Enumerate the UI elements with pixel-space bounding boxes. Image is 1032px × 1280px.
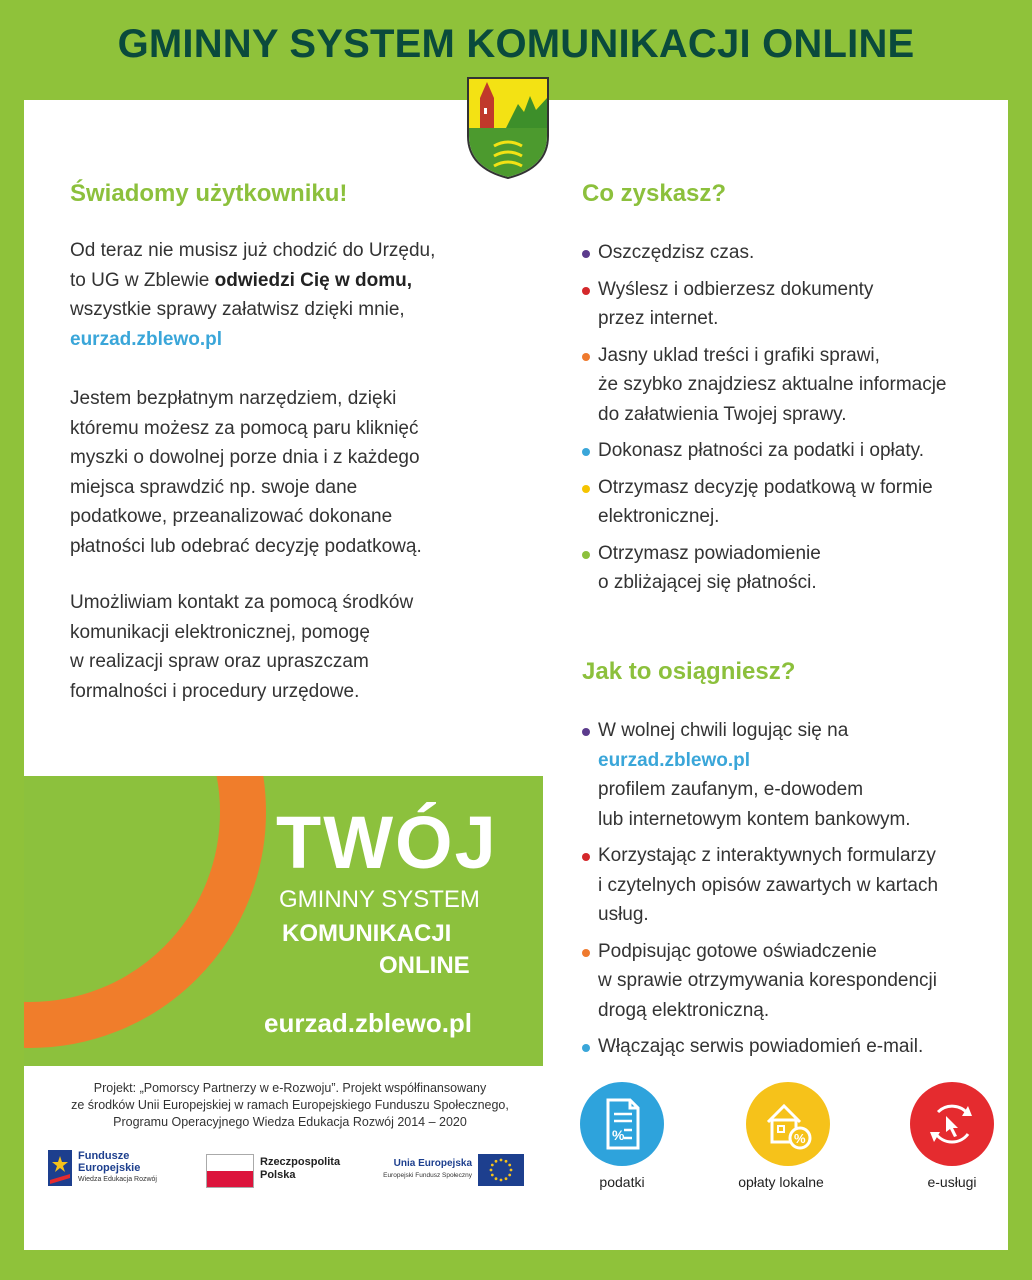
paragraph-line: podatkowe, przeanalizować dokonane (70, 506, 393, 527)
list-line: że szybko znajdziesz aktualne informacje (598, 374, 947, 395)
coat-of-arms-icon (466, 76, 550, 180)
intro-paragraph (70, 236, 435, 354)
rp-line: Rzeczpospolita (260, 1156, 341, 1168)
list-item (580, 937, 1000, 1026)
service-label: podatki (599, 1174, 645, 1190)
page-title: GMINNY SYSTEM KOMUNIKACJI ONLINE (117, 22, 915, 66)
paragraph-line: płatności lub odebrać decyzję podatkową. (70, 535, 422, 557)
rp-logo-text (260, 1156, 340, 1182)
bullet-dot (582, 353, 590, 361)
rp-line: Polska (260, 1169, 296, 1181)
promo-banner (24, 776, 543, 1066)
list-line: Otrzymasz decyzję podatkową w formie (598, 476, 933, 498)
eurzad-link[interactable]: eurzad.zblewo.pl (598, 749, 751, 771)
list-item (580, 238, 1000, 268)
ue-title: Unia Europejska (393, 1158, 472, 1169)
intro-line (70, 266, 435, 296)
brand-text: TWÓJ (276, 801, 498, 884)
polish-flag-icon (206, 1154, 254, 1188)
list-line: w sprawie otrzymywania korespondencji (598, 970, 937, 991)
paragraph-line: myszki o dowolnej porze dnia i z każdego (70, 447, 420, 468)
project-info (40, 1080, 540, 1131)
list-line: Włączając serwis powiadomień e-mail. (598, 1036, 924, 1057)
how-list (580, 716, 1000, 1069)
fe-logo-text (78, 1150, 157, 1186)
bullet-dot (582, 551, 590, 559)
gains-list (580, 238, 1000, 605)
e-services-button[interactable] (910, 1082, 994, 1166)
paragraph-line: Umożliwiam kontakt za pomocą środków (70, 592, 414, 613)
fe-subtitle: Wiedza Edukacja Rozwój (78, 1176, 157, 1183)
intro-text: to UG w Zblewie (70, 269, 215, 291)
list-line: Otrzymasz powiadomienie (598, 542, 821, 564)
fe-title: Fundusze (78, 1150, 130, 1162)
list-line: profilem zaufanym, e-dowodem (598, 779, 864, 800)
list-line: Podpisując gotowe oświadczenie (598, 940, 877, 962)
promo-url-link[interactable]: eurzad.zblewo.pl (264, 1008, 473, 1038)
local-fees-service-button[interactable] (746, 1082, 830, 1166)
paragraph-line: miejsca sprawdzić np. swoje dane (70, 476, 358, 498)
project-line: ze środków Unii Europejskiej w ramach Europejskiego Funduszu Społecznego, (71, 1098, 509, 1112)
promo-line: ONLINE (379, 952, 470, 979)
list-item (580, 1032, 1000, 1062)
list-line: przez internet. (598, 308, 719, 329)
brand-logo (276, 800, 498, 885)
paragraph-line: któremu możesz za pomocą paru kliknięć (70, 417, 419, 439)
promo-line: KOMUNIKACJI (282, 920, 452, 947)
svg-text:%: % (612, 1127, 625, 1143)
list-line: Korzystając z interaktywnych formularzy (598, 845, 936, 866)
bullet-dot (582, 949, 590, 957)
bullet-dot (582, 853, 590, 861)
intro-line: Od teraz nie musisz już chodzić do Urzędu, (70, 240, 436, 261)
cursor-cycle-icon (910, 1082, 994, 1166)
bullet-dot (582, 287, 590, 295)
gains-heading: Co zyskasz? (582, 180, 727, 207)
list-item (580, 436, 1000, 466)
eu-flag-icon (478, 1154, 524, 1186)
paragraph-line: Jestem bezpłatnym narzędziem, dzięki (70, 388, 397, 409)
document-icon (580, 1082, 664, 1166)
list-line: Oszczędzisz czas. (598, 242, 755, 263)
paragraph-line: formalności i procedury urzędowe. (70, 680, 360, 702)
fe-title: Europejskie (78, 1162, 141, 1174)
tool-paragraph (70, 384, 422, 561)
promo-line: GMINNY SYSTEM (279, 886, 480, 913)
service-label: e-usługi (927, 1174, 977, 1190)
list-item (580, 341, 1000, 430)
ue-subtitle: Europejski Fundusz Społeczny (383, 1172, 472, 1179)
list-line: W wolnej chwili logując się na (598, 720, 849, 741)
bullet-dot (582, 250, 590, 258)
ue-logo-text (370, 1158, 472, 1182)
paragraph-line: w realizacji spraw oraz upraszczam (70, 651, 369, 672)
intro-line: wszystkie sprawy załatwisz dzięki mnie, (70, 299, 405, 320)
intro-emphasis: odwiedzi Cię w domu, (214, 269, 413, 291)
house-percent-icon (746, 1082, 830, 1166)
fe-star-icon (48, 1150, 72, 1186)
list-line: o zbliżającej się płatności. (598, 572, 817, 593)
bullet-dot (582, 728, 590, 736)
list-line: Jasny uklad treści i grafiki sprawi, (598, 344, 880, 366)
list-line: lub internetowym kontem bankowym. (598, 808, 911, 830)
list-line: elektronicznej. (598, 506, 720, 527)
paragraph-line: komunikacji elektronicznej, pomogę (70, 621, 370, 643)
orange-ring-decoration (24, 776, 266, 1048)
eurzad-link[interactable]: eurzad.zblewo.pl (70, 328, 223, 350)
list-line: do załatwienia Twojej sprawy. (598, 403, 847, 425)
list-item (580, 275, 1000, 334)
welcome-heading: Świadomy użytkowniku! (70, 180, 348, 207)
bullet-dot (582, 485, 590, 493)
how-heading: Jak to osiągniesz? (582, 658, 796, 685)
svg-text:%: % (794, 1131, 806, 1146)
list-line: i czytelnych opisów zawartych w kartach (598, 874, 939, 896)
list-line: usług. (598, 904, 649, 925)
service-label: opłaty lokalne (738, 1174, 824, 1190)
list-item (580, 473, 1000, 532)
contact-paragraph (70, 588, 413, 706)
bullet-dot (582, 1044, 590, 1052)
list-item (580, 841, 1000, 930)
list-item (580, 716, 1000, 834)
list-line: Wyślesz i odbierzesz dokumenty (598, 278, 874, 300)
list-line: Dokonasz płatności za podatki i opłaty. (598, 440, 924, 461)
project-line: Programu Operacyjnego Wiedza Edukacja Rozwój 2014 – 2020 (113, 1115, 467, 1129)
bullet-dot (582, 448, 590, 456)
funding-logos (48, 1148, 538, 1196)
list-item (580, 539, 1000, 598)
taxes-service-button[interactable] (580, 1082, 664, 1166)
project-line: Projekt: „Pomorscy Partnerzy w e-Rozwoju”. Projekt współfinansowany (93, 1081, 487, 1095)
list-line: drogą elektroniczną. (598, 999, 770, 1021)
